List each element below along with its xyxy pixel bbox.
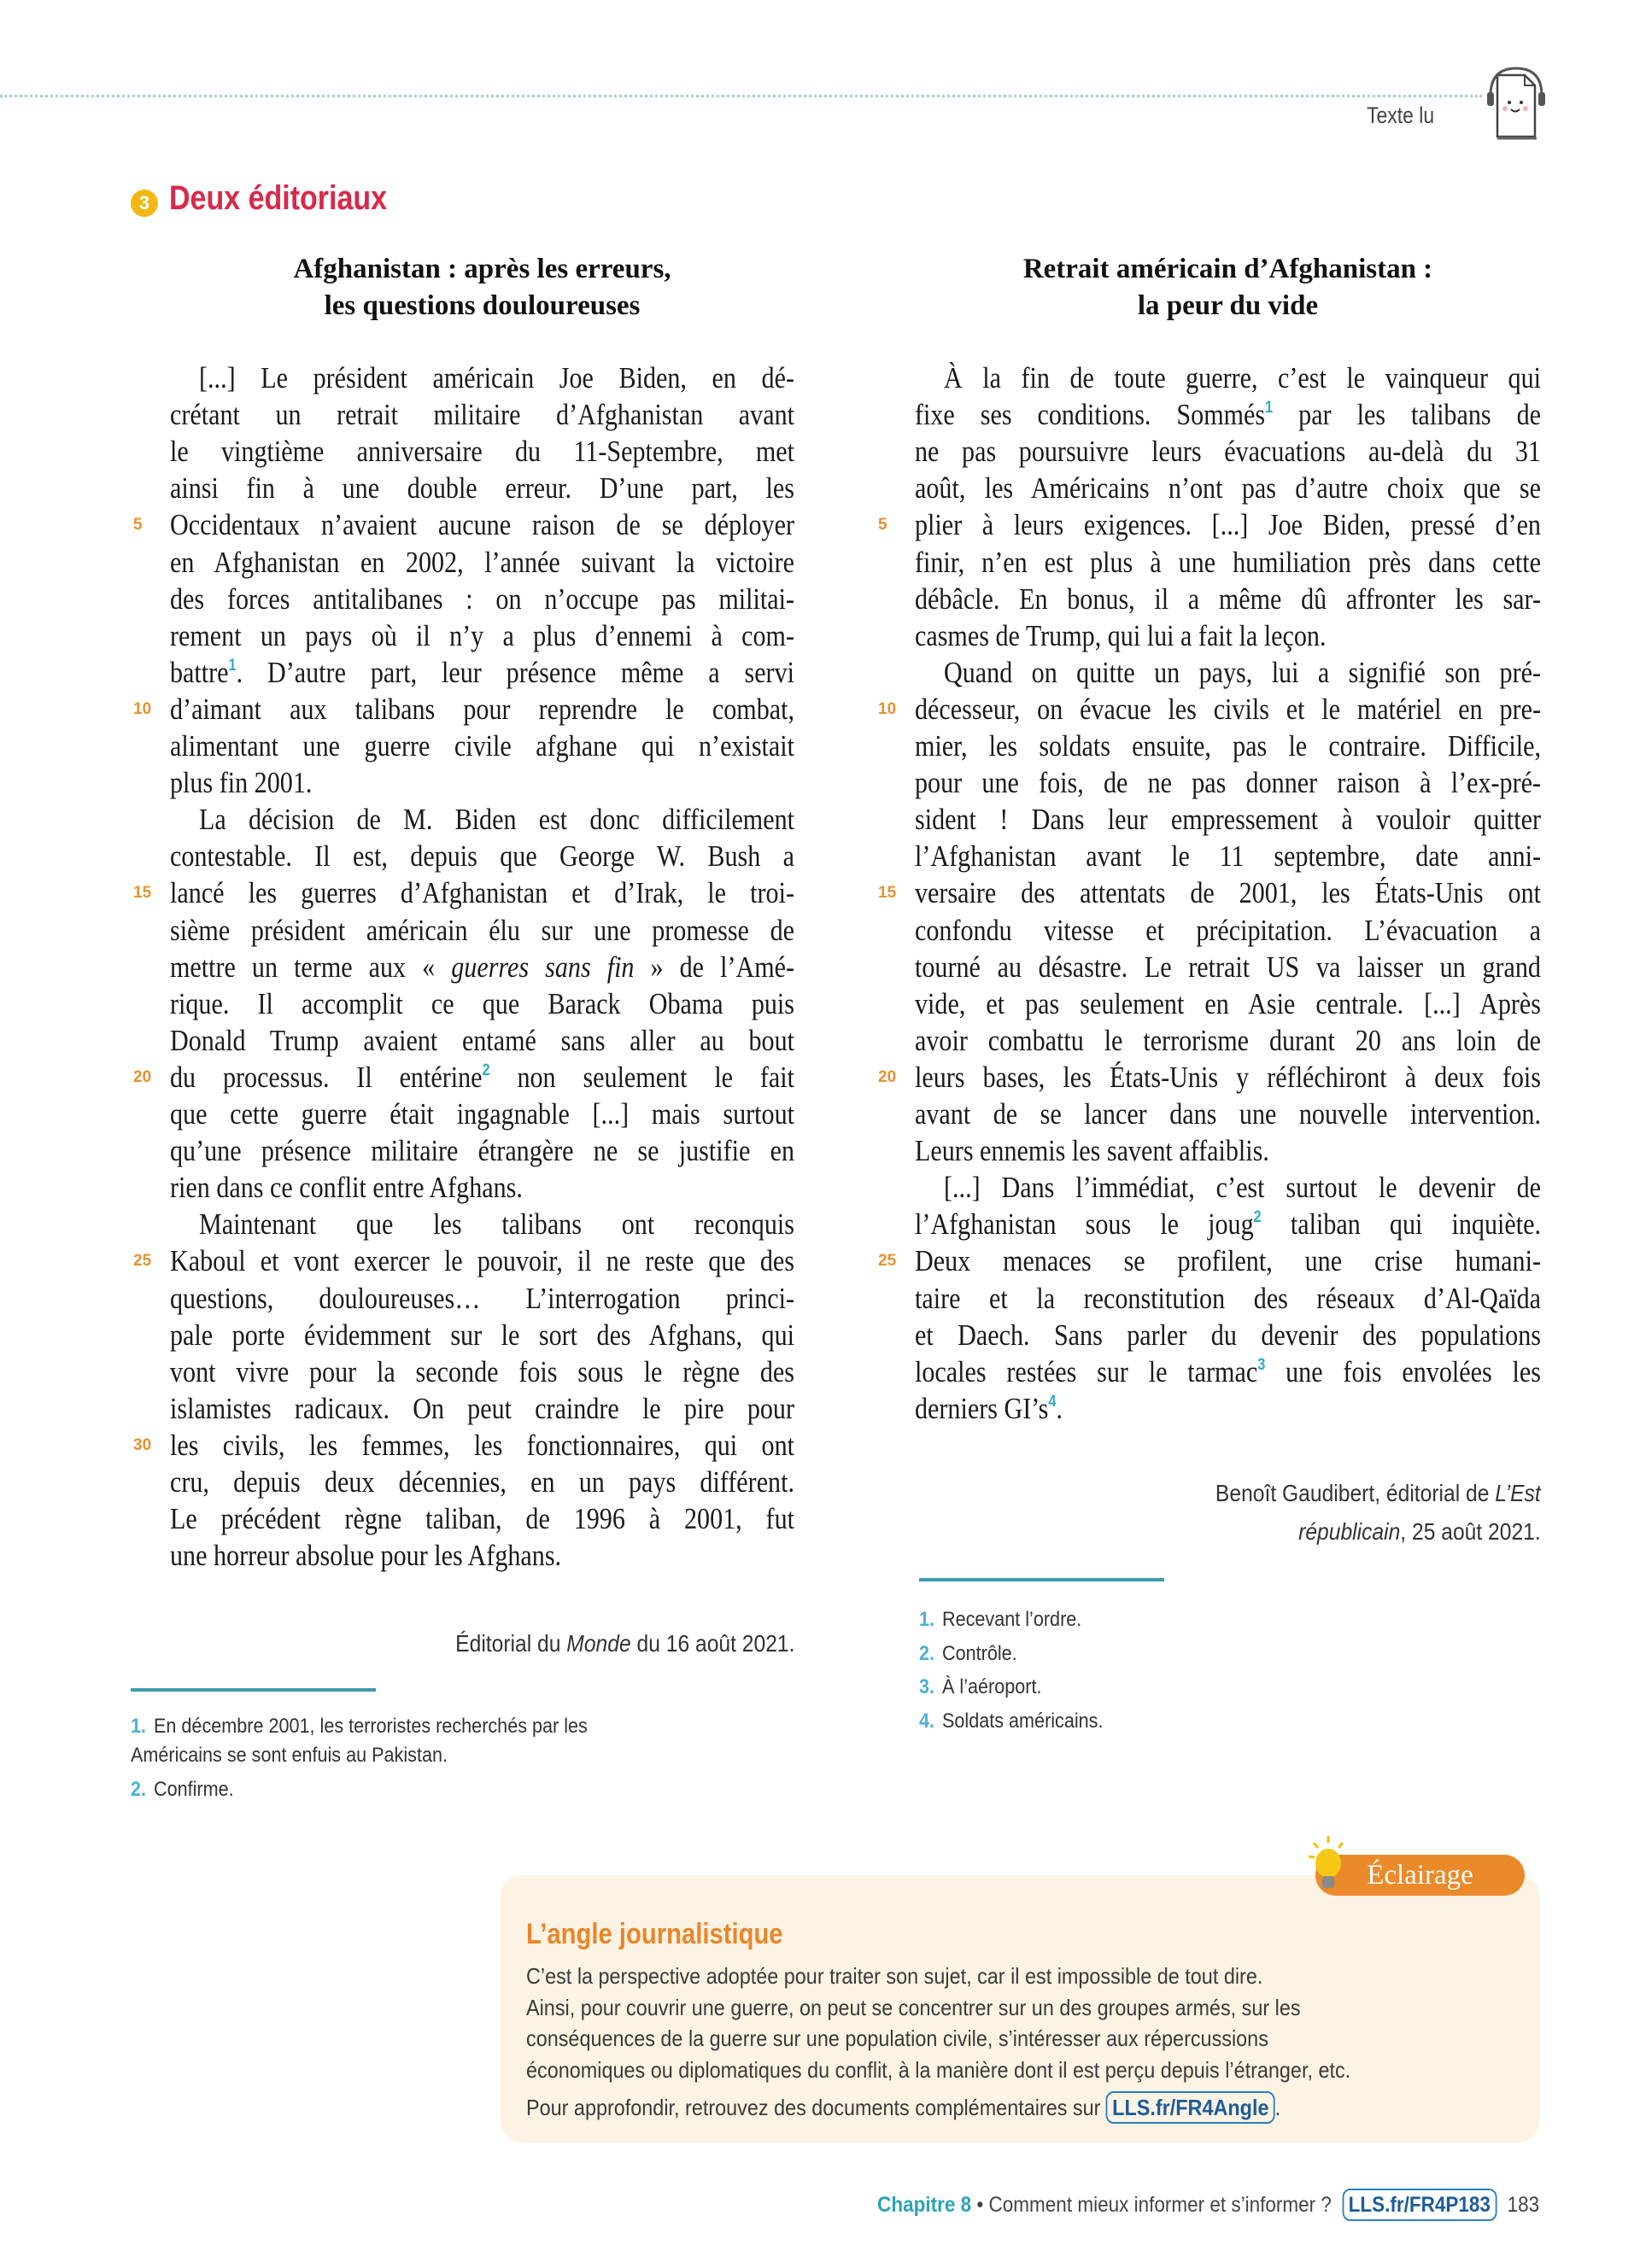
text-segment: ainsi fin à une double erreur. D’une part, les — [170, 471, 794, 506]
page-footer — [877, 2188, 1539, 2222]
text-segment: finir, n’en est plus à une humiliation près dans cette — [915, 545, 1541, 579]
title-line: Retrait américain d’Afghanistan : — [1022, 254, 1433, 284]
left-article-source — [455, 1624, 794, 1663]
text-line — [170, 838, 794, 874]
text-segment: Maintenant que les talibans ont reconquis — [199, 1207, 794, 1242]
footnote-number: 1. — [919, 1608, 935, 1631]
footnote — [919, 1603, 1103, 1637]
text-line: C’est la perspective adoptée pour traiter son sujet, car il est impossible de tout dire. — [526, 1963, 1263, 1989]
text-line — [944, 654, 1541, 691]
text-line — [915, 1206, 1541, 1242]
text-segment: Donald Trump avaient entamé sans aller au bout — [170, 1023, 794, 1057]
text-segment: tourné au désastre. Le retrait US va laisser un grand — [915, 950, 1541, 984]
document-title: Deux éditoriaux — [169, 179, 388, 217]
text-line — [170, 1242, 794, 1279]
text-segment: taliban qui inquiète. — [1261, 1207, 1541, 1242]
text-segment: avoir combattu le terrorisme durant 20 ans loin de — [915, 1023, 1541, 1057]
text-line — [170, 544, 794, 581]
line-number: 10 — [133, 699, 152, 718]
text-segment: pale porte évidemment sur le sort des Afghans, qui — [170, 1318, 794, 1352]
title-line: les questions douloureuses — [324, 290, 641, 321]
source-date: du 16 août 2021. — [630, 1630, 794, 1657]
text-segment: confondu vitesse et précipitation. L’évacuation a — [915, 913, 1541, 947]
text-segment: pour une fois, de ne pas donner raison à l’ex-pré- — [915, 766, 1541, 800]
text-segment: lancé les guerres d’Afghanistan et d’Irak, le troi- — [170, 876, 794, 910]
line-number: 5 — [878, 516, 887, 535]
line-number: 15 — [133, 884, 152, 903]
text-line: Ainsi, pour couvrir une guerre, on peut se concentrer sur un des groupes armés, sur les — [526, 1994, 1301, 2020]
footnote-number: 3. — [919, 1675, 935, 1698]
audio-label[interactable]: Texte lu — [1367, 102, 1435, 128]
source-publication: Monde — [565, 1630, 631, 1657]
text-line — [170, 1022, 794, 1059]
text-segment: fixe ses conditions. Sommés — [915, 398, 1266, 432]
text-line — [170, 985, 794, 1022]
text-segment: avant de se lancer dans une nouvelle intervention. — [915, 1097, 1541, 1131]
text-line — [170, 912, 794, 949]
text-segment: une fois envolées les — [1265, 1354, 1541, 1388]
text-line — [170, 691, 794, 728]
footnote — [919, 1637, 1103, 1671]
text-segment: taire et la reconstitution des réseaux d’Al-Qaïda — [915, 1281, 1541, 1315]
text-segment: par les talibans de — [1273, 398, 1541, 432]
text-line — [915, 949, 1541, 985]
right-article-title — [915, 251, 1541, 324]
text-line — [915, 470, 1541, 506]
text-segment: rique. Il accomplit ce que Barack Obama puis — [170, 986, 794, 1020]
text-segment: versaire des attentats de 2001, les États-Unis ont — [915, 876, 1541, 910]
text-line — [915, 1353, 1541, 1390]
text-line — [170, 396, 794, 433]
text-line — [915, 874, 1541, 911]
text-line — [915, 1059, 1541, 1096]
line-number: 10 — [878, 699, 897, 718]
text-segment: » de l’Amé- — [634, 950, 795, 984]
text-segment: sident ! Dans leur empressement à vouloir quitter — [915, 803, 1541, 837]
text-segment: août, les Américains n’ont pas d’autre choix que se — [915, 471, 1541, 506]
footnote-text: Contrôle. — [942, 1641, 1017, 1665]
text-segment: cru, depuis deux décennies, en un pays différent. — [170, 1465, 794, 1499]
left-article-title — [170, 251, 794, 324]
text-line — [915, 396, 1541, 433]
headphones-document-icon[interactable] — [1482, 67, 1550, 143]
text-segment: . — [1056, 1391, 1063, 1425]
footnote-text: Soldats américains. — [942, 1709, 1104, 1733]
text-line: économiques ou diplomatiques du conflit, à la manière dont il est perçu depuis l’étranger, etc. — [526, 2056, 1351, 2083]
text-line — [915, 1242, 1541, 1279]
text-line — [915, 838, 1541, 874]
text-line — [170, 728, 794, 764]
footnote-ref: 1 — [1265, 399, 1274, 418]
text-line — [170, 581, 794, 617]
footer-separator: • — [970, 2193, 989, 2217]
text-line — [170, 1390, 794, 1427]
text-segment: ne pas poursuivre leurs évacuations au-delà du 31 — [915, 435, 1541, 469]
more-end: . — [1274, 2095, 1281, 2120]
text-line — [915, 1317, 1541, 1353]
text-line — [170, 1059, 794, 1096]
text-segment: La décision de M. Biden est donc difficilement — [199, 803, 794, 837]
text-line — [915, 1096, 1541, 1132]
footnote-ref: 4 — [1048, 1392, 1057, 1411]
footnote-rule — [131, 1688, 376, 1692]
text-line: conséquences de la guerre sur une population civile, s’intéresser aux répercussions — [526, 2025, 1268, 2051]
footnote-text: À l’aéroport. — [942, 1675, 1042, 1698]
chapter-subtitle: Comment mieux informer et s’informer ? — [988, 2193, 1332, 2217]
text-line — [944, 359, 1541, 396]
text-line — [170, 1132, 794, 1169]
text-line — [170, 874, 794, 911]
page-link[interactable]: LLS.fr/FR4P183 — [1342, 2189, 1496, 2221]
footnote-number: 2. — [919, 1641, 935, 1665]
text-segment: [...] Le président américain Joe Biden, en dé- — [199, 361, 794, 395]
footnote-number: 4. — [919, 1709, 935, 1733]
text-line — [170, 1317, 794, 1353]
text-segment: . D’autre part, leur présence même a servi — [236, 655, 795, 689]
text-segment: rien dans ce conflit entre Afghans. — [170, 1171, 523, 1205]
text-segment: Occidentaux n’avaient aucune raison de se déployer — [170, 508, 794, 542]
document-number-badge: 3 — [131, 190, 158, 217]
text-line — [170, 433, 794, 470]
text-line — [915, 617, 1541, 654]
text-line — [170, 1280, 794, 1317]
source-text: Benoît Gaudibert, éditorial de — [1215, 1480, 1496, 1506]
text-line — [199, 1206, 794, 1242]
text-segment: des forces antitalibanes : on n’occupe pas militai- — [170, 582, 794, 616]
title-line: Afghanistan : après les erreurs, — [293, 254, 671, 284]
text-line — [170, 1464, 794, 1500]
text-line — [915, 506, 1541, 543]
footnote-ref: 2 — [1253, 1208, 1262, 1227]
footnote-number: 2. — [131, 1778, 147, 1801]
text-segment: Leurs ennemis les savent affaiblis. — [915, 1134, 1269, 1168]
text-segment: plus fin 2001. — [170, 766, 313, 800]
footnote-ref: 3 — [1257, 1355, 1266, 1374]
text-segment: contestable. Il est, depuis que George W. Bush a — [170, 839, 794, 874]
text-line — [915, 1022, 1541, 1059]
lightbulb-icon — [1307, 1834, 1350, 1894]
text-line — [170, 654, 794, 691]
text-line — [915, 1280, 1541, 1317]
right-article-source — [1215, 1474, 1541, 1551]
source-date: , 25 août 2021. — [1400, 1518, 1541, 1545]
text-line — [915, 1132, 1541, 1169]
text-segment: casmes de Trump, qui lui a fait la leçon. — [915, 618, 1327, 652]
text-line — [170, 617, 794, 654]
text-segment: du processus. Il entérine — [170, 1060, 483, 1094]
line-number: 25 — [133, 1252, 152, 1271]
text-segment: plier à leurs exigences. [...] Joe Biden, pressé d’en — [915, 508, 1541, 542]
text-segment: d’aimant aux talibans pour reprendre le combat, — [170, 692, 794, 726]
text-segment: une horreur absolue pour les Afghans. — [170, 1539, 562, 1573]
text-segment: battre — [170, 655, 229, 689]
text-line — [170, 470, 794, 506]
text-segment: [...] Dans l’immédiat, c’est surtout le devenir de — [944, 1171, 1541, 1205]
text-segment: islamistes radicaux. On peut craindre le pire pour — [170, 1391, 794, 1425]
text-line — [199, 359, 794, 396]
more-text: Pour approfondir, retrouvez des documents complémentaires sur — [526, 2095, 1106, 2120]
header-dotted-rule — [0, 95, 1482, 97]
eclairage-title: L’angle journalistique — [526, 1918, 783, 1950]
text-line — [170, 1537, 794, 1574]
text-segment: À la fin de toute guerre, c’est le vainqueur qui — [944, 361, 1541, 395]
text-segment: questions, douloureuses… L’interrogation princi- — [170, 1281, 794, 1315]
footnote — [131, 1775, 588, 1804]
text-segment: leurs bases, les États-Unis y réfléchiront à deux fois — [915, 1060, 1541, 1094]
text-line — [170, 1096, 794, 1132]
text-line — [944, 1169, 1541, 1206]
title-line: la peur du vide — [1137, 290, 1319, 321]
text-line — [915, 728, 1541, 764]
text-segment: derniers GI’s — [915, 1391, 1049, 1425]
eclairage-badge: Éclairage — [1315, 1855, 1525, 1896]
text-segment: débâcle. En bonus, il a même dû affronter les sar- — [915, 582, 1541, 616]
text-line — [170, 1500, 794, 1537]
left-footnotes — [131, 1712, 638, 1804]
text-line — [915, 801, 1541, 838]
text-segment: Le précédent règne taliban, de 1996 à 2001, fut — [170, 1502, 794, 1536]
page-number: 183 — [1507, 2193, 1539, 2217]
chapter-label: Chapitre 8 — [876, 2193, 971, 2217]
right-footnotes — [919, 1603, 1123, 1738]
italic-segment: guerres sans fin — [451, 950, 635, 984]
text-segment: alimentant une guerre civile afghane qui n’existait — [170, 729, 794, 763]
text-segment: mier, les soldats ensuite, pas le contraire. Difficile, — [915, 729, 1541, 763]
text-line — [915, 691, 1541, 728]
text-segment: Quand on quitte un pays, lui a signifié son pré- — [944, 655, 1541, 689]
text-segment: crétant un retrait militaire d’Afghanistan avant — [170, 398, 794, 432]
line-number: 25 — [878, 1252, 897, 1271]
text-line — [915, 912, 1541, 949]
footnote-text: En décembre 2001, les terroristes recherchés par les — [154, 1715, 588, 1738]
footnote-ref: 1 — [228, 656, 237, 675]
footnote-text: Confirme. — [154, 1778, 234, 1801]
text-segment: décesseur, on évacue les civils et le matériel en pre- — [915, 692, 1541, 726]
eclairage-more — [526, 2090, 1280, 2125]
text-segment: locales restées sur le tarmac — [915, 1354, 1258, 1388]
text-segment: sième président américain élu sur une promesse de — [170, 913, 794, 947]
text-line — [915, 985, 1541, 1022]
text-line — [170, 1427, 794, 1464]
text-segment: vide, et pas seulement en Asie centrale. [...] Après — [915, 986, 1541, 1020]
line-number: 15 — [878, 884, 897, 903]
eclairage-text — [526, 1961, 1350, 2085]
footnote-text: Recevant l’ordre. — [942, 1608, 1082, 1631]
text-line — [170, 764, 794, 801]
text-segment: rement un pays où il n’y a plus d’ennemi à com- — [170, 618, 794, 652]
text-line — [915, 764, 1541, 801]
line-number: 20 — [133, 1067, 152, 1086]
text-line — [915, 544, 1541, 581]
text-segment: qu’une présence militaire étrangère ne se justifie en — [170, 1134, 794, 1168]
text-line — [170, 949, 794, 985]
line-number: 20 — [878, 1067, 897, 1086]
footnote-rule — [919, 1578, 1164, 1581]
footnote — [919, 1670, 1103, 1704]
text-segment: l’Afghanistan sous le joug — [915, 1207, 1254, 1242]
footnote — [919, 1704, 1103, 1739]
text-segment: en Afghanistan en 2002, l’année suivant la victoire — [170, 545, 794, 579]
text-line — [170, 1353, 794, 1390]
text-segment: et Daech. Sans parler du devenir des populations — [915, 1318, 1541, 1352]
source-publication: L’Est — [1495, 1480, 1541, 1506]
text-segment: Deux menaces se profilent, une crise humani- — [915, 1244, 1541, 1278]
line-number: 5 — [133, 516, 143, 535]
text-segment: mettre un terme aux « — [170, 950, 452, 984]
footnote — [131, 1712, 588, 1741]
footnote-ref: 2 — [482, 1061, 490, 1079]
text-segment: Kaboul et vont exercer le pouvoir, il ne reste que des — [170, 1244, 794, 1278]
text-line — [915, 581, 1541, 617]
text-line — [915, 433, 1541, 470]
text-segment: les civils, les femmes, les fonctionnaires, qui ont — [170, 1428, 794, 1462]
text-line — [915, 1390, 1541, 1427]
source-publication: républicain — [1298, 1518, 1401, 1545]
footnote-number: 1. — [131, 1715, 147, 1738]
text-line — [170, 1169, 794, 1206]
text-line — [170, 506, 794, 543]
text-segment: le vingtième anniversaire du 11-Septembre, met — [170, 435, 794, 469]
text-segment: l’Afghanistan avant le 11 septembre, date anni- — [915, 839, 1541, 874]
source-text: Éditorial du — [454, 1630, 566, 1657]
text-segment: que cette guerre était ingagnable [...] mais surtout — [170, 1097, 794, 1131]
angle-link[interactable]: LLS.fr/FR4Angle — [1106, 2091, 1275, 2124]
text-segment: vont vivre pour la seconde fois sous le règne des — [170, 1354, 794, 1388]
text-segment: non seulement le fait — [489, 1060, 794, 1094]
text-line — [199, 801, 794, 838]
footnote-continuation: Américains se sont enfuis au Pakistan. — [131, 1744, 448, 1767]
line-number: 30 — [133, 1435, 152, 1454]
